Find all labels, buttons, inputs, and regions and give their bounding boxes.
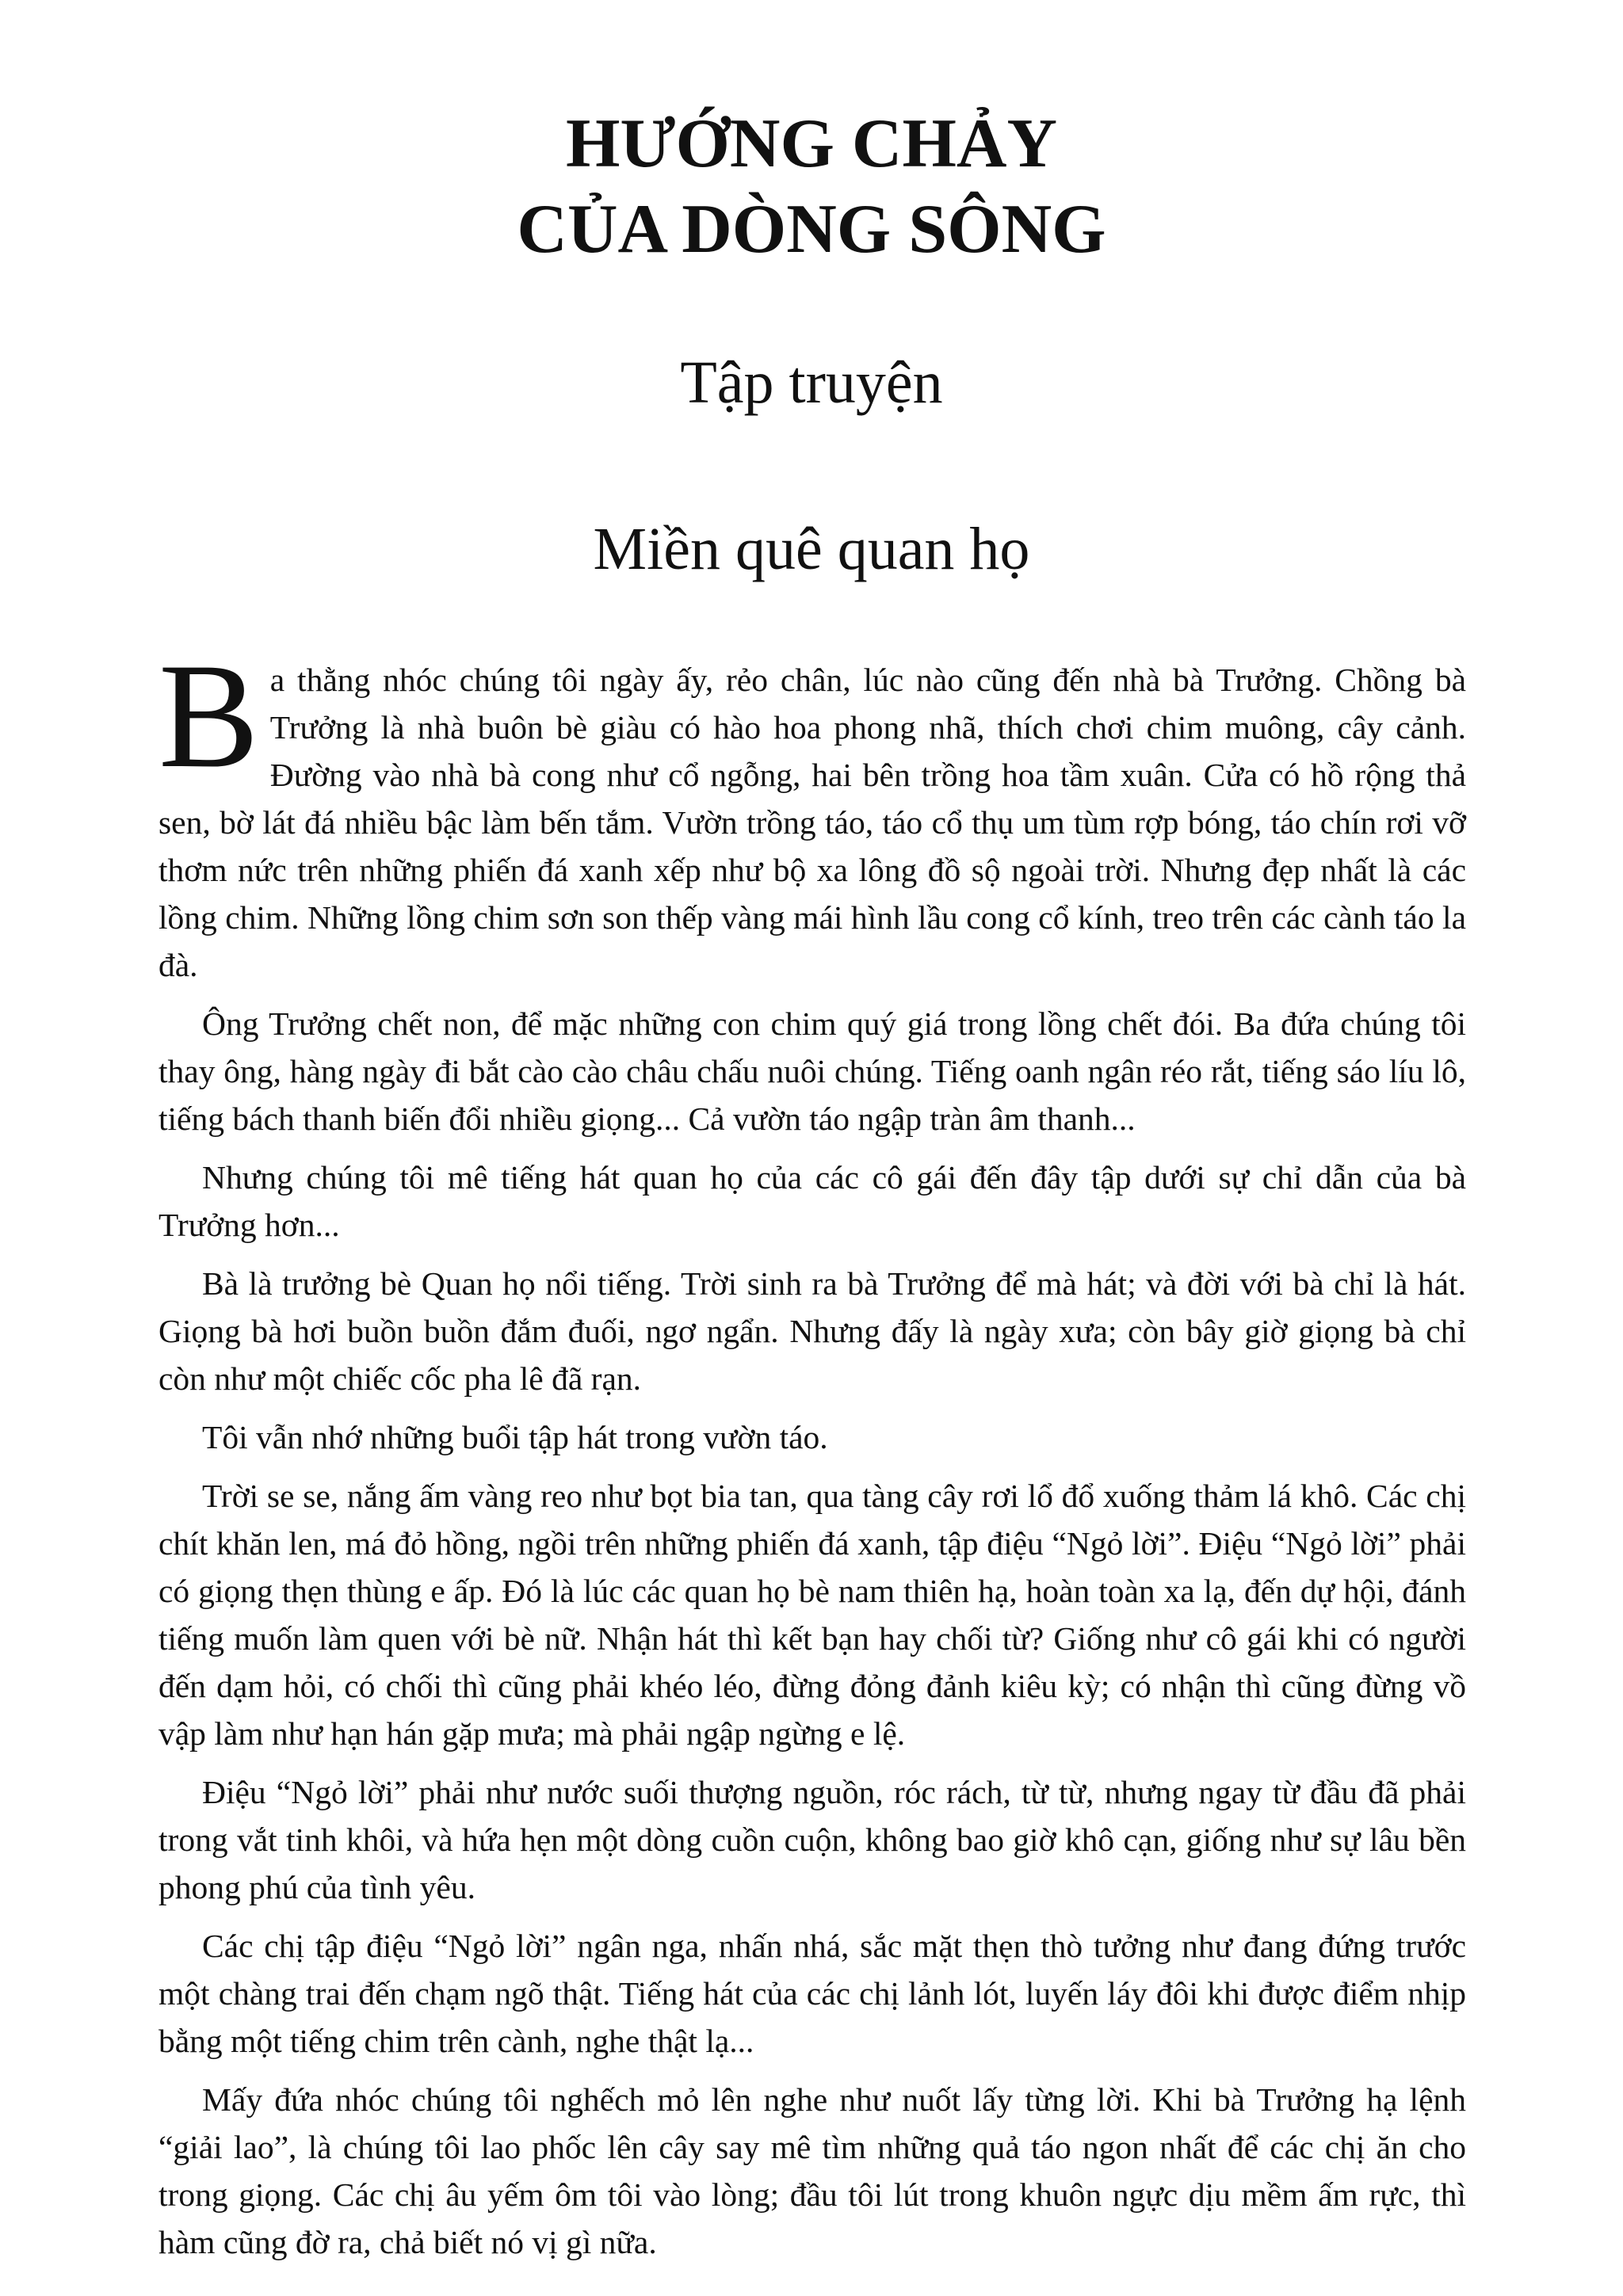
paragraph-3: Nhưng chúng tôi mê tiếng hát quan họ của các cô gái đến đây tập dưới sự chỉ dẫn của bà Trưởng hơn... <box>158 1159 1466 1243</box>
book-title <box>0 101 1623 273</box>
paragraph-1 <box>158 633 1466 989</box>
paragraph-7: Điệu “Ngỏ lời” phải như nước suối thượng nguồn, róc rách, từ từ, nhưng ngay từ đầu đã phải trong vắt tinh khôi, và hứa hẹn một dòng cuồn cuộn, không bao giờ khô cạn, giống như sự lâu bền phong phú của tình yêu. <box>158 1774 1466 1905</box>
book-title-line-2: CỦA DÒNG SÔNG <box>517 191 1106 268</box>
story-title: Miền quê quan họ <box>593 516 1030 582</box>
genre-subtitle: Tập truyện <box>680 349 943 416</box>
paragraph-2: Ông Trưởng chết non, để mặc những con chim quý giá trong lồng chết đói. Ba đứa chúng tôi thay ông, hàng ngày đi bắt cào cào châu chấu nuôi chúng. Tiếng oanh ngân réo rắt, tiếng sáo líu lô, tiếng bách thanh biến đổi nhiều giọng... Cả vườn táo ngập tràn âm thanh... <box>158 1005 1466 1137</box>
paragraph-1-text: a thằng nhóc chúng tôi ngày ấy, rẻo chân, lúc nào cũng đến nhà bà Trưởng. Chồng bà Trưởng là nhà buôn bè giàu có hào hoa phong nhã, thích chơi chim muông, cây cảnh. Đường vào nhà bà cong như cổ ngỗng, hai bên trồng hoa tầm xuân. Cửa có hồ rộng thả sen, bờ lát đá nhiều bậc làm bến tắm. Vườn trồng táo, táo cổ thụ um tùm rợp bóng, táo chín rơi vỡ thơm nức trên những phiến đá xanh xếp như bộ xa lông đồ sộ ngoài trời. Nhưng đẹp nhất là các lồng chim. Những lồng chim sơn son thếp vàng mái hình lầu cong cổ kính, treo trên các cành táo la đà. <box>158 662 1466 983</box>
story-body <box>158 633 1466 2277</box>
paragraph-5: Tôi vẫn nhớ những buổi tập hát trong vườn táo. <box>202 1419 828 1455</box>
book-title-line-1: HƯỚNG CHẢY <box>565 105 1058 182</box>
paragraph-4: Bà là trưởng bè Quan họ nổi tiếng. Trời sinh ra bà Trưởng để mà hát; và đời với bà chỉ là hát. Giọng bà hơi buồn buồn đắm đuối, ngơ ngẩn. Nhưng đấy là ngày xưa; còn bây giờ giọng bà chỉ còn như một chiếc cốc pha lê đã rạn. <box>158 1265 1466 1397</box>
paragraph-8: Các chị tập điệu “Ngỏ lời” ngân nga, nhấn nhá, sắc mặt thẹn thò tưởng như đang đứng trước một chàng trai đến chạm ngõ thật. Tiếng hát của các chị lảnh lót, luyến láy đôi khi được điểm nhịp bằng một tiếng chim trên cành, nghe thật lạ... <box>158 1928 1466 2059</box>
drop-cap: B <box>158 633 259 799</box>
paragraph-9: Mấy đứa nhóc chúng tôi nghếch mỏ lên nghe như nuốt lấy từng lời. Khi bà Trưởng hạ lệnh “giải lao”, là chúng tôi lao phốc lên cây say mê tìm những quả táo ngon nhất để các chị ăn cho trong giọng. Các chị âu yếm ôm tôi vào lòng; đầu tôi lút trong khuôn ngực dịu mềm ấm rực, thì hàm cũng đờ ra, chả biết nó vị gì nữa. <box>158 2081 1466 2260</box>
paragraph-6: Trời se se, nắng ấm vàng reo như bọt bia tan, qua tàng cây rơi lổ đổ xuống thảm lá khô. Các chị chít khăn len, má đỏ hồng, ngồi trên những phiến đá xanh, tập điệu “Ngỏ lời”. Điệu “Ngỏ lời” phải có giọng thẹn thùng e ấp. Đó là lúc các quan họ bè nam thiên hạ, hoàn toàn xa lạ, đến dự hội, đánh tiếng muốn làm quen với bè nữ. Nhận hát thì kết bạn hay chối từ? Giống như cô gái khi có người đến dạm hỏi, có chối thì cũng phải khéo léo, đừng đỏng đảnh kiêu kỳ; có nhận thì cũng đừng vồ vập làm như hạn hán gặp mưa; mà phải ngập ngừng e lệ. <box>158 1478 1466 1752</box>
